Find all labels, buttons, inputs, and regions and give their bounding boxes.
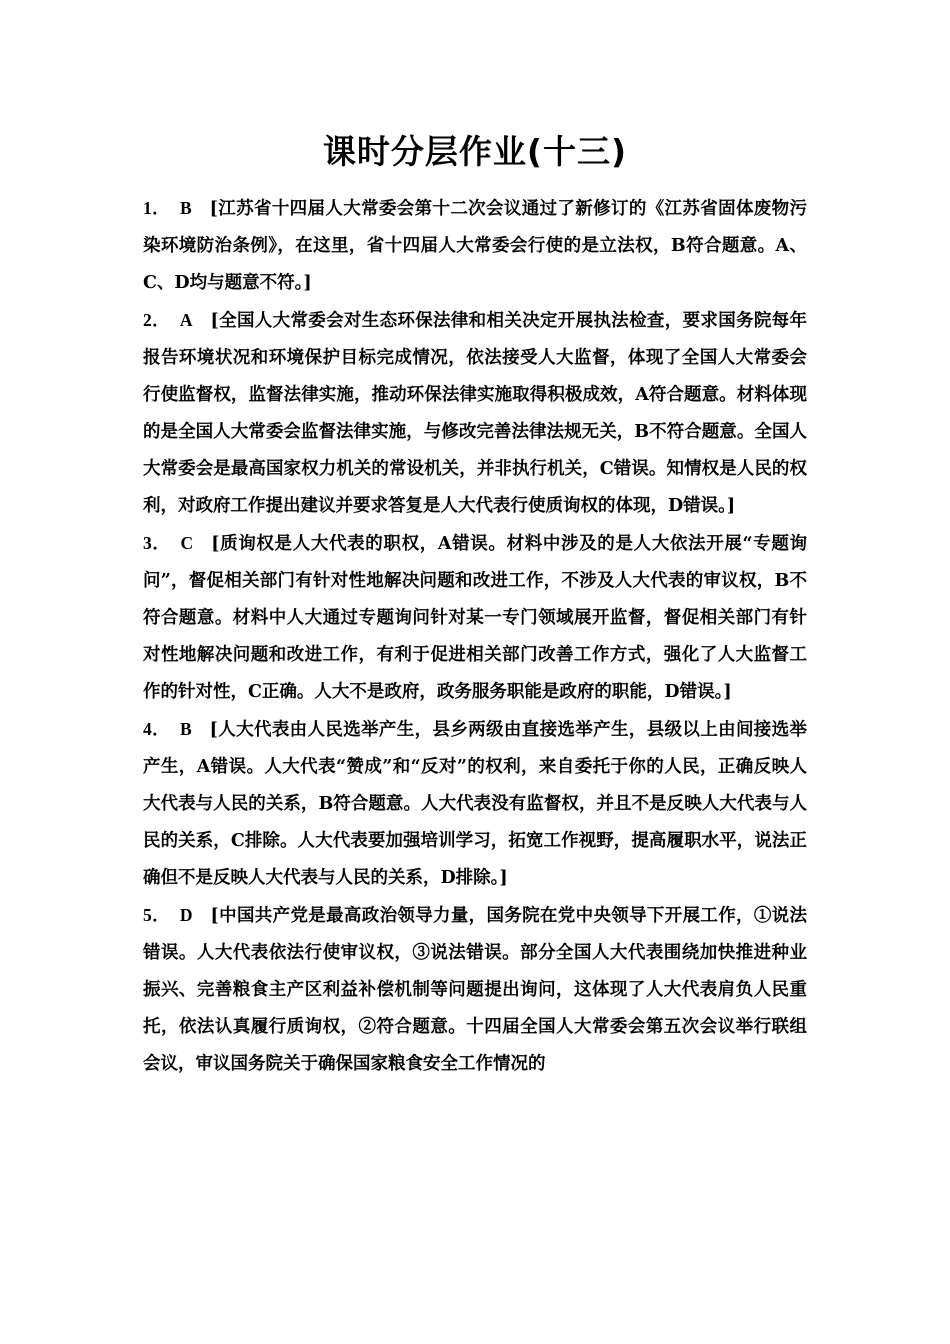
answer-choice: B xyxy=(179,719,192,739)
answer-choice: B xyxy=(179,198,192,218)
answer-item-4 xyxy=(143,711,807,897)
answer-explanation: [质询权是人大代表的职权，A错误。材料中涉及的是人大依法开展“专题询问”，督促相关部门有针对性地解决问题和改进工作，不涉及人大代表的审议权，B不符合题意。材料中人大通过专题询问针对某一专门领域展开监督，督促相关部门有针对性地解决问题和改进工作，有利于促进相关部门改善工作方式，强化了人大监督工作的针对性，C正确。人大不是政府，政务服务职能是政府的职能，D错误。] xyxy=(143,534,807,702)
answer-number: 2． xyxy=(143,310,170,330)
answer-item-1 xyxy=(143,190,807,302)
answer-explanation: [中国共产党是最高政治领导力量，国务院在党中央领导下开展工作，①说法错误。人大代表依法行使审议权，③说法错误。部分全国人大代表围绕加快推进种业振兴、完善粮食主产区利益补偿机制等问题提出询问，这体现了人大代表肩负人民重托，依法认真履行质询权，②符合题意。十四届全国人大常委会第五次会议举行联组会议，审议国务院关于确保国家粮食安全工作情况的 xyxy=(143,906,808,1074)
answer-explanation: [全国人大常委会对生态环保法律和相关决定开展执法检查，要求国务院每年报告环境状况和环境保护目标完成情况，依法接受人大监督，体现了全国人大常委会行使监督权，监督法律实施，推动环保法律实施取得积极成效，A符合题意。材料体现的是全国人大常委会监督法律实施，与修改完善法律法规无关，B不符合题意。全国人大常委会是最高国家权力机关的常设机关，并非执行机关，C错误。知情权是人民的权利，对政府工作提出建议并要求答复是人大代表行使质询权的体现，D错误。] xyxy=(143,311,808,516)
answer-number: 5． xyxy=(143,905,170,925)
answer-number: 1． xyxy=(143,198,170,218)
answer-item-5 xyxy=(143,897,807,1083)
answer-number: 4． xyxy=(143,719,170,739)
answer-list xyxy=(143,190,807,1083)
answer-choice: D xyxy=(179,905,193,925)
answer-explanation: [江苏省十四届人大常委会第十二次会议通过了新修订的《江苏省固体废物污染环境防治条例》，在这里，省十四届人大常委会行使的是立法权，B符合题意。A、C、D均与题意不符。] xyxy=(143,199,807,293)
answer-choice: C xyxy=(180,533,194,553)
answer-explanation: [人大代表由人民选举产生，县乡两级由直接选举产生，县级以上由间接选举产生，A错误。人大代表“赞成”和“反对”的权利，来自委托于你的人民，正确反映人大代表与人民的关系，B符合题意。人大代表没有监督权，并且不是反映人大代表与人民的关系，C排除。人大代表要加强培训学习，拓宽工作视野，提高履职水平，说法正确但不是反映人大代表与人民的关系，D排除。] xyxy=(143,720,807,888)
answer-number: 3． xyxy=(143,533,171,553)
page-title: 课时分层作业(十三) xyxy=(322,132,628,171)
answer-choice: A xyxy=(179,310,193,330)
answer-item-3 xyxy=(143,525,807,711)
answer-item-2 xyxy=(143,302,807,525)
